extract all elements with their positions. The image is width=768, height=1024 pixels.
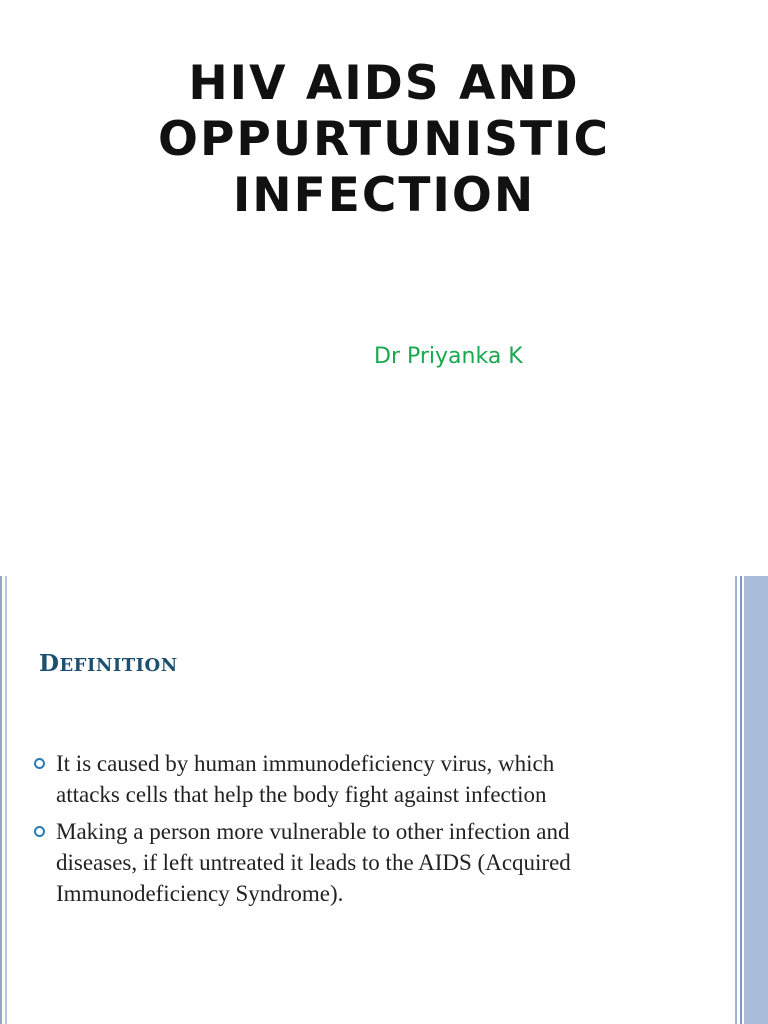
title-line: OPPURTUNISTIC [157, 112, 611, 167]
right-border-decoration [732, 576, 768, 1024]
circle-bullet-icon [34, 826, 45, 837]
title-line: INFECTION [232, 168, 536, 223]
left-border-decoration [0, 576, 9, 1024]
definition-slide [0, 576, 768, 1024]
title-line: HIV AIDS AND [188, 56, 580, 111]
bullet-line: diseases, if left untreated it leads to the AIDS (Acquired [56, 850, 571, 875]
bullet-line: attacks cells that help the body fight against infection [56, 782, 547, 807]
heading-rest: EFINITION [59, 655, 178, 676]
heading-initial: D [39, 650, 60, 677]
definition-bullets [34, 748, 674, 915]
bullet-item [34, 748, 674, 810]
bullet-line: It is caused by human immunodeficiency virus, which [56, 751, 555, 776]
bullet-line: Making a person more vulnerable to other infection and [56, 819, 570, 844]
bullet-item [34, 816, 674, 909]
definition-heading [39, 650, 178, 677]
bullet-line: Immunodeficiency Syndrome). [56, 881, 344, 906]
circle-bullet-icon [34, 758, 45, 769]
author-name: Dr Priyanka K [374, 344, 523, 369]
slide-title [0, 56, 768, 224]
